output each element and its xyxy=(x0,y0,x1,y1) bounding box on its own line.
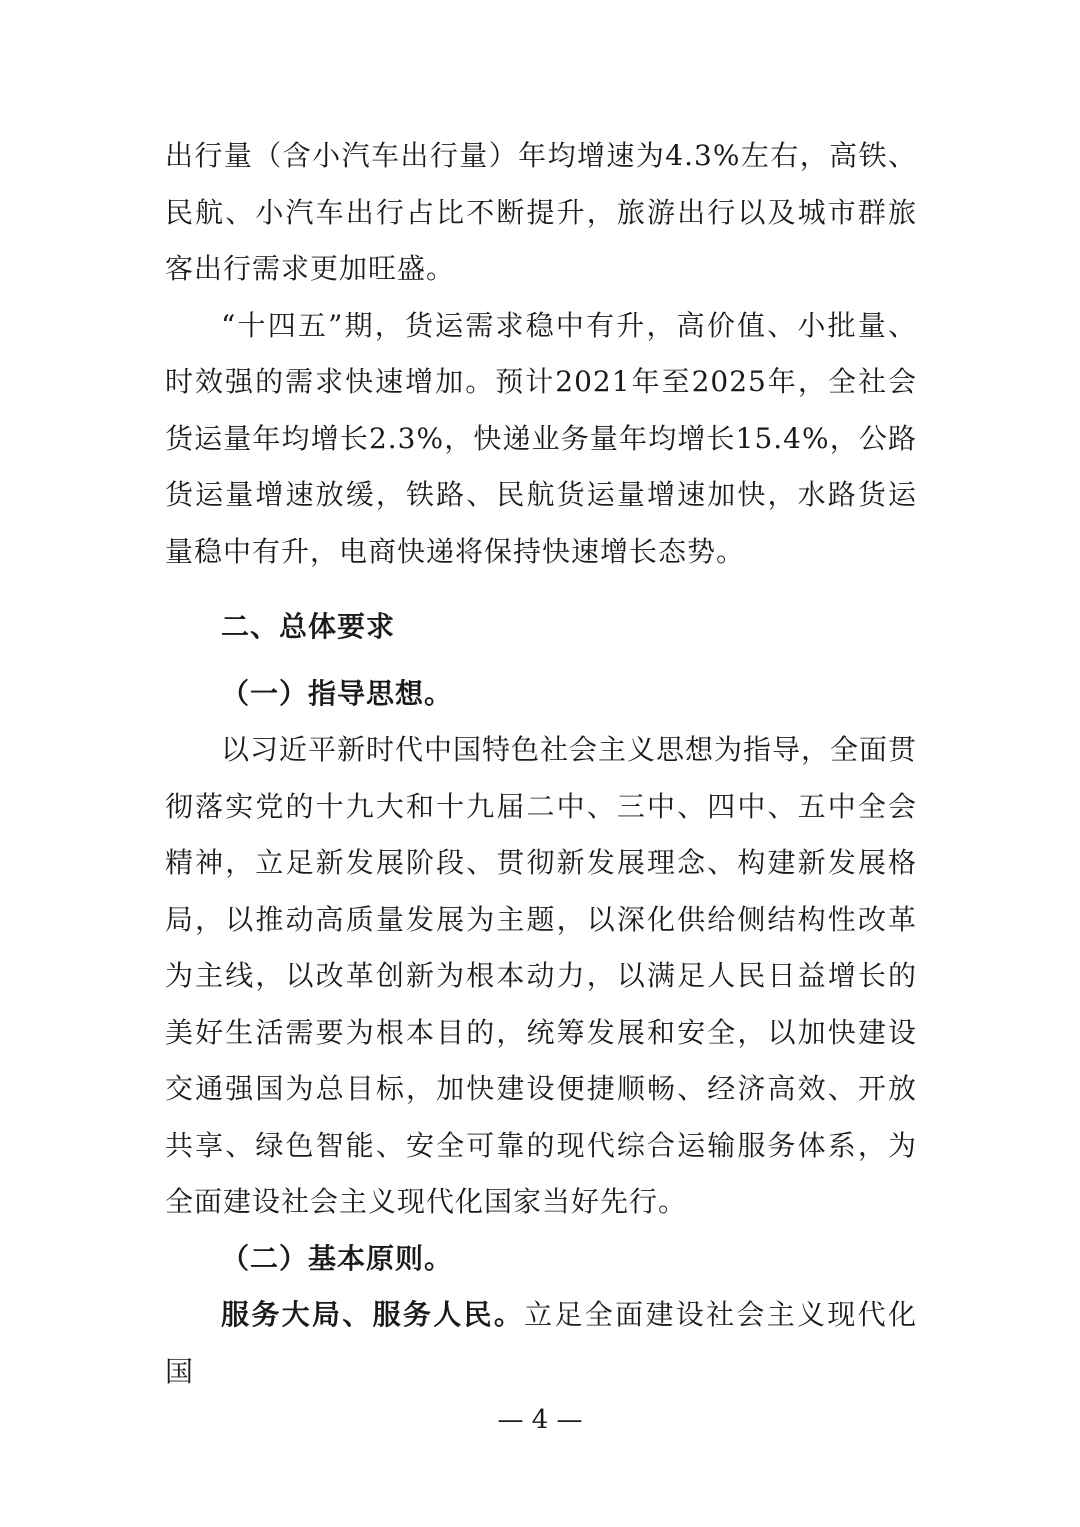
page-number: — 4 — xyxy=(497,1405,583,1435)
subsection-heading-basic-principles: （二）基本原则。 xyxy=(221,1241,454,1275)
paragraph-basic-principles xyxy=(165,1287,917,1400)
document-body xyxy=(165,128,917,1400)
principle-lead: 服务大局、服务人民。 xyxy=(221,1298,525,1331)
subsection-heading-guiding-ideology: （一）指导思想。 xyxy=(221,676,454,710)
paragraph-freight-demand: “十四五”期，货运需求稳中有升，高价值、小批量、时效强的需求快速增加。预计2021年至2025年，全社会货运量年均增长2.3%，快递业务量年均增长15.4%，公路货运量增速放缓，铁路、民航货运量增速加快，水路货运量稳中有升，电商快递将保持快速增长态势。 xyxy=(165,308,917,568)
section-heading-overall-requirements: 二、总体要求 xyxy=(221,610,396,643)
principle-text: 立足全面建设社会主义现代化国 xyxy=(165,1298,917,1388)
paragraph-guiding-ideology: 以习近平新时代中国特色社会主义思想为指导，全面贯彻落实党的十九大和十九届二中、三中、四中、五中全会精神，立足新发展阶段、贯彻新发展理念、构建新发展格局，以推动高质量发展为主题，以深化供给侧结构性改革为主线，以改革创新为根本动力，以满足人民日益增长的美好生活需要为根本目的，统筹发展和安全，以加快建设交通强国为总目标，加快建设便捷顺畅、经济高效、开放共享、绿色智能、安全可靠的现代综合运输服务体系，为全面建设社会主义现代化国家当好先行。 xyxy=(165,733,918,1218)
paragraph-passenger-demand: 出行量（含小汽车出行量）年均增速为4.3%左右，高铁、民航、小汽车出行占比不断提升，旅游出行以及城市群旅客出行需求更加旺盛。 xyxy=(165,139,917,285)
